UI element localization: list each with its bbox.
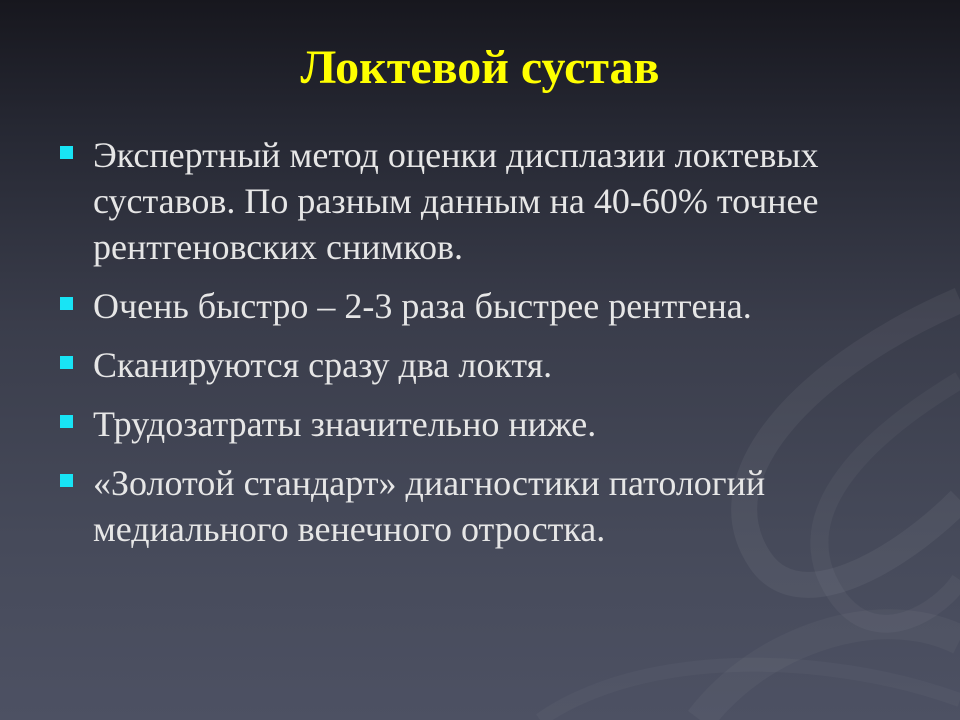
- bullet-text: «Золотой стандарт» диагностики патологий медиального венечного отростка.: [93, 463, 766, 549]
- slide-title: Локтевой сустав: [300, 41, 660, 94]
- square-bullet-icon: [60, 474, 73, 487]
- bullet-item: [58, 460, 888, 552]
- bullet-text: Сканируются сразу два локтя.: [93, 345, 553, 385]
- bullet-item: [58, 132, 888, 270]
- square-bullet-icon: [60, 146, 73, 159]
- bullet-item: [58, 283, 888, 329]
- square-bullet-icon: [60, 415, 73, 428]
- bullet-text: Очень быстро – 2-3 раза быстрее рентгена.: [93, 286, 752, 326]
- square-bullet-icon: [60, 297, 73, 310]
- bullet-item: [58, 401, 888, 447]
- bullet-text: Трудозатраты значительно ниже.: [93, 404, 597, 444]
- square-bullet-icon: [60, 356, 73, 369]
- bullet-list: [58, 132, 888, 565]
- bullet-item: [58, 342, 888, 388]
- bullet-text: Экспертный метод оценки дисплазии локтевых суставов. По разным данным на 40-60% точнее рентгеновских снимков.: [93, 135, 819, 267]
